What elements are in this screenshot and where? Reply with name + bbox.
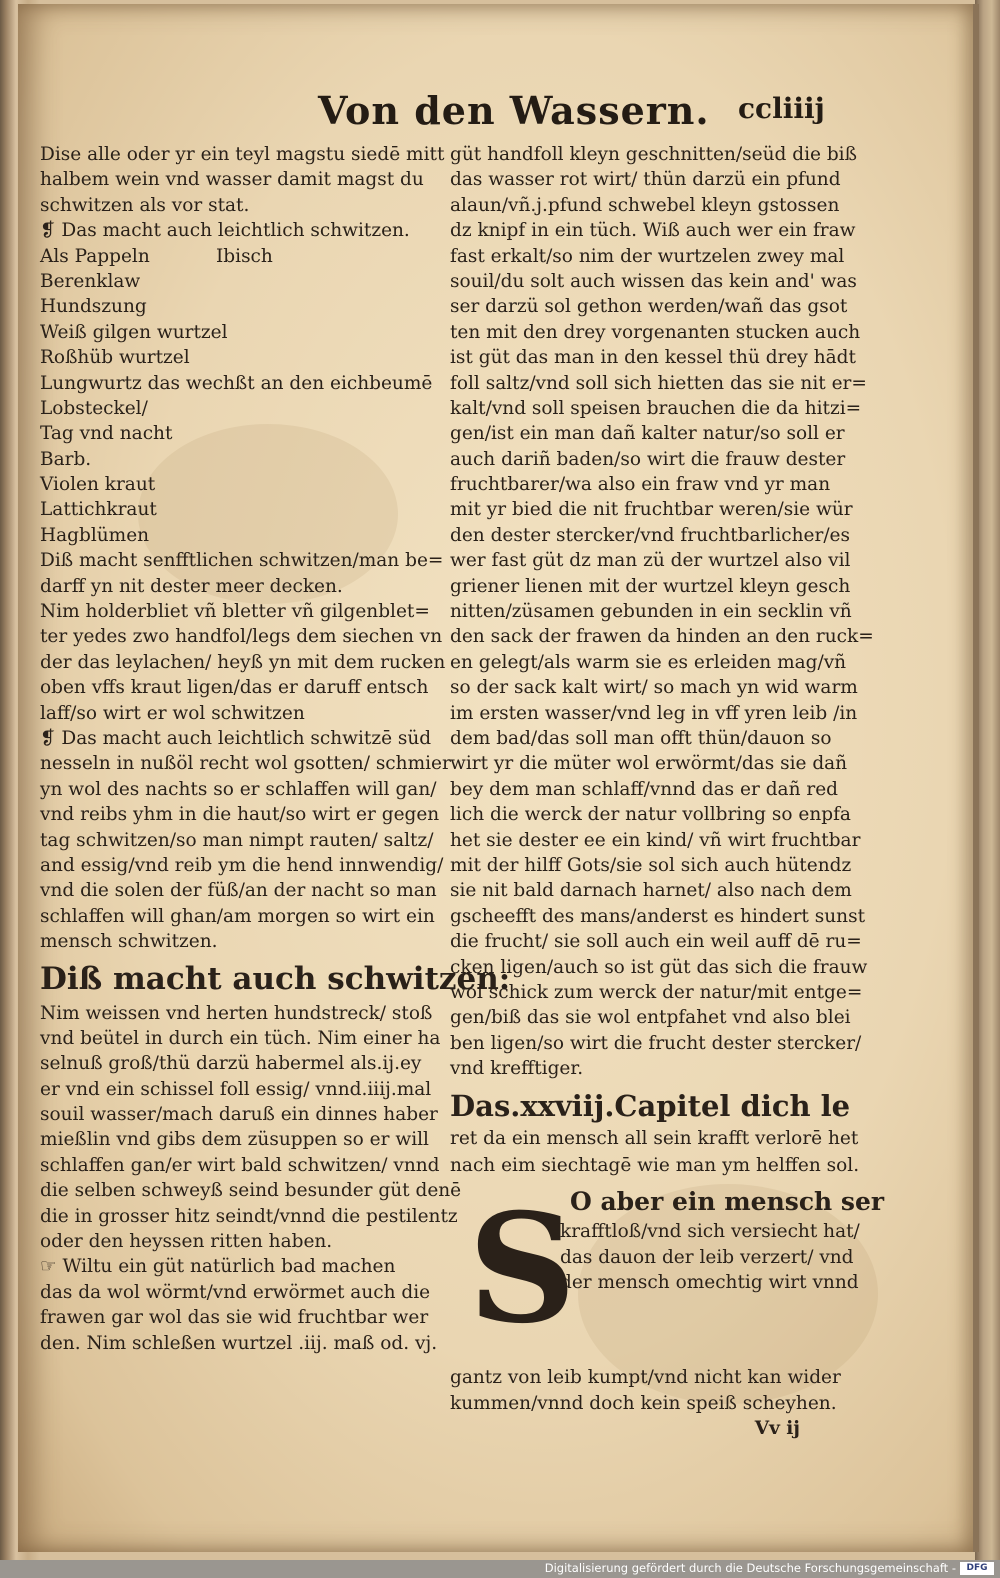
text-line: der das leylachen/ heyß yn mit dem rucken: [40, 651, 446, 673]
text-line: dem bad/das soll man offt thün/dauon so: [450, 727, 832, 749]
text-line: güt handfoll kleyn geschnitten/seüd die biß: [450, 144, 857, 165]
initial-paragraph: [450, 1181, 885, 1365]
herb-list-row: [40, 244, 445, 269]
text-line: Lattichkraut: [40, 499, 157, 521]
left-lines-a: [40, 142, 445, 244]
text-line: souil/du solt auch wissen das kein and' was: [450, 270, 857, 292]
text-line: das da wol wörmt/vnd erwörmet auch die: [40, 1281, 431, 1303]
text-line: ten mit den drey vorgenanten stucken auch: [450, 321, 861, 343]
funding-credit: Digitalisierung gefördert durch die Deutsche Forschungsgemeinschaft -: [544, 1561, 956, 1575]
book-page: [18, 4, 979, 1552]
text-line: Roßhüb wurtzel: [40, 347, 190, 369]
text-line: Tag vnd nacht: [40, 423, 173, 445]
text-line: laff/so wirt er wol schwitzen: [40, 702, 305, 724]
text-line: das dauon der leib verzert/ vnd: [560, 1246, 854, 1268]
section-heading: Diß macht auch schwitzen:: [40, 960, 511, 997]
text-line: oder den heyssen ritten haben.: [40, 1231, 333, 1253]
text-line: nesseln in nußöl recht wol gsotten/ schmier: [40, 753, 451, 775]
text-line: gen/ist ein man dañ kalter natur/so soll er: [450, 423, 845, 445]
text-line: tag schwitzen/so man nimpt rauten/ saltz/: [40, 829, 434, 851]
text-line: mensch schwitzen.: [40, 931, 218, 953]
text-line: yn wol des nachts so er schlaffen will gan/: [40, 778, 437, 800]
text-line: griener lienen mit der wurtzel kleyn gesch: [450, 575, 851, 597]
initial-lines: [450, 1185, 885, 1295]
text-line: ben ligen/so wirt die frucht dester stercker/: [450, 1032, 862, 1054]
text-line: schwitzen als vor stat.: [40, 194, 250, 216]
text-line: fast erkalt/so nim der wurtzelen zwey mal: [450, 245, 845, 267]
text-line: vnd krefftiger.: [450, 1058, 584, 1080]
text-line: kalt/vnd soll speisen brauchen die da hitzi=: [450, 397, 862, 419]
text-line: mit der hilff Gots/sie sol sich auch hütendz: [450, 854, 852, 876]
text-line: oben vffs kraut ligen/das er daruff entsch: [40, 677, 429, 699]
text-line: auch dariñ baden/so wirt die frauw dester: [450, 448, 846, 470]
text-line: wer fast güt dz man zü der wurtzel also vil: [450, 550, 851, 572]
text-line: den dester stercker/vnd fruchtbarlicher/es: [450, 524, 850, 546]
chapter-heading: Das.xxviij.Capitel dich le: [450, 1089, 851, 1124]
text-line: frawen gar wol das sie wid fruchtbar wer: [40, 1307, 429, 1329]
chapter-subtitle-line: nach eim siechtagē wie man ym helffen sol.: [450, 1155, 860, 1177]
text-line: fruchtbarer/wa also ein fraw vnd yr man: [450, 474, 831, 496]
text-line: kummen/vnnd doch kein speiß scheyhen.: [450, 1392, 837, 1414]
text-line: Weiß gilgen wurtzel: [40, 321, 228, 343]
text-line: mit yr bied die nit fruchtbar weren/sie wür: [450, 499, 853, 521]
text-line: Lobsteckel/: [40, 397, 148, 419]
text-line: wirt yr die müter wol erwörmt/das sie dañ: [450, 753, 848, 775]
text-line: foll saltz/vnd soll sich hietten das sie nit er=: [450, 372, 867, 394]
text-line: selnuß groß/thü darzü habermel als.ij.ey: [40, 1053, 422, 1075]
text-line: alaun/vñ.j.pfund schwebel kleyn gstossen: [450, 194, 840, 216]
text-line: das wasser rot wirt/ thün darzü ein pfund: [450, 169, 841, 191]
text-line: en gelegt/als warm sie es erleiden mag/vñ: [450, 651, 847, 673]
text-line: ter yedes zwo handfol/legs dem siechen vn: [40, 626, 443, 648]
text-line: ist güt das man in den kessel thü drey hādt: [450, 347, 856, 369]
left-lines-b: [40, 269, 451, 955]
folio-number: ccliiij: [738, 92, 825, 125]
initial-first-line: O aber ein mensch ser: [570, 1187, 885, 1217]
text-line: gantz von leib kumpt/vnd nicht kan wider: [450, 1367, 841, 1389]
text-line: wol schick zum werck der natur/mit entge=: [450, 981, 863, 1003]
text-line: den. Nim schleßen wurtzel .iij. maß od. vj.: [40, 1332, 438, 1354]
text-line: sie nit bald darnach harnet/ also nach dem: [450, 880, 852, 902]
text-line: bey dem man schlaff/vnnd das er dañ red: [450, 778, 839, 800]
text-line: Violen kraut: [40, 474, 156, 496]
text-line: Nim holderbliet vñ bletter vñ gilgenblet=: [40, 601, 430, 623]
decorated-initial: S: [468, 1181, 577, 1358]
chapter-subtitle-line: ret da ein mensch all sein krafft verlorē het: [450, 1128, 859, 1150]
text-line: die selben schweyß seind besunder güt denē: [40, 1180, 462, 1202]
text-line: vnd beütel in durch ein tüch. Nim einer ha: [40, 1027, 441, 1049]
text-line: halbem wein vnd wasser damit magst du: [40, 169, 424, 191]
text-line: vnd die solen der füß/an der nacht so man: [40, 880, 437, 902]
text-line: vnd reibs yhm in die haut/so wirt er gegen: [40, 804, 440, 826]
text-line: Dise alle oder yr ein teyl magstu siedē mitt: [40, 144, 445, 165]
text-line: den sack der frawen da hinden an den ruck=: [450, 626, 874, 648]
text-line: Nim weissen vnd herten hundstreck/ stoß: [40, 1002, 433, 1024]
signature-mark: Vv ij: [754, 1418, 800, 1440]
digitization-footer: [0, 1560, 1000, 1578]
herb-name: Ibisch: [216, 245, 273, 267]
right-column: [450, 142, 885, 1442]
text-line: schlaffen will ghan/am morgen so wirt ein: [40, 905, 435, 927]
text-line: ❡ Das macht auch leichtlich schwitzen.: [40, 220, 410, 242]
text-line: Diß macht senfftlichen schwitzen/man be=: [40, 550, 444, 572]
running-title: Von den Wassern.: [318, 88, 710, 133]
dfg-logo: DFG: [960, 1562, 994, 1575]
text-line: mießlin vnd gibs dem züsuppen so er will: [40, 1129, 429, 1151]
text-line: ☞ Wiltu ein güt natürlich bad machen: [40, 1256, 396, 1278]
text-line: Barb.: [40, 448, 92, 470]
text-line: cken ligen/auch so ist güt das sich die frauw: [450, 956, 868, 978]
text-line: im ersten wasser/vnd leg in vff yren leib /in: [450, 702, 858, 724]
text-line: ❡ Das macht auch leichtlich schwitzē süd: [40, 727, 432, 749]
text-line: die frucht/ sie soll auch ein weil auff dē ru=: [450, 931, 862, 953]
text-line: Hagblümen: [40, 524, 150, 546]
left-column: [40, 142, 511, 1356]
text-line: nitten/züsamen gebunden in ein secklin vñ: [450, 601, 852, 623]
page-header: [18, 88, 973, 134]
text-line: so der sack kalt wirt/ so mach yn wid warm: [450, 677, 858, 699]
text-line: gen/biß das sie wol entpfahet vnd also blei: [450, 1007, 851, 1029]
text-line: ser darzü sol gethon werden/wañ das gsot: [450, 296, 848, 318]
text-line: schlaffen gan/er wirt bald schwitzen/ vnnd: [40, 1154, 440, 1176]
text-line: krafftloß/vnd sich versiecht hat/: [560, 1221, 860, 1243]
text-line: souil wasser/mach daruß ein dinnes haber: [40, 1104, 438, 1126]
text-line: Berenklaw: [40, 270, 141, 292]
text-line: and essig/vnd reib ym die hend innwendig/: [40, 854, 444, 876]
herb-name: Als Pappeln: [40, 245, 150, 267]
text-line: Lungwurtz das wechßt an den eichbeumē: [40, 372, 433, 394]
text-line: het sie dester ee ein kind/ vñ wirt fruchtbar: [450, 829, 861, 851]
text-line: er vnd ein schissel foll essig/ vnnd.iiij.mal: [40, 1078, 432, 1100]
left-lines-c: [40, 1001, 462, 1356]
text-line: dz knipf in ein tüch. Wiß auch wer ein fraw: [450, 220, 856, 242]
text-line: darff yn nit dester meer decken.: [40, 575, 343, 597]
right-lines-a: [450, 142, 874, 1081]
text-line: die in grosser hitz seindt/vnnd die pestilentz: [40, 1205, 458, 1227]
text-line: gscheefft des mans/anderst es hindert sunst: [450, 905, 866, 927]
text-line: lich die werck der natur vollbring so enpfa: [450, 804, 851, 826]
text-line: Hundszung: [40, 296, 147, 318]
text-line: der mensch omechtig wirt vnnd: [560, 1272, 859, 1294]
